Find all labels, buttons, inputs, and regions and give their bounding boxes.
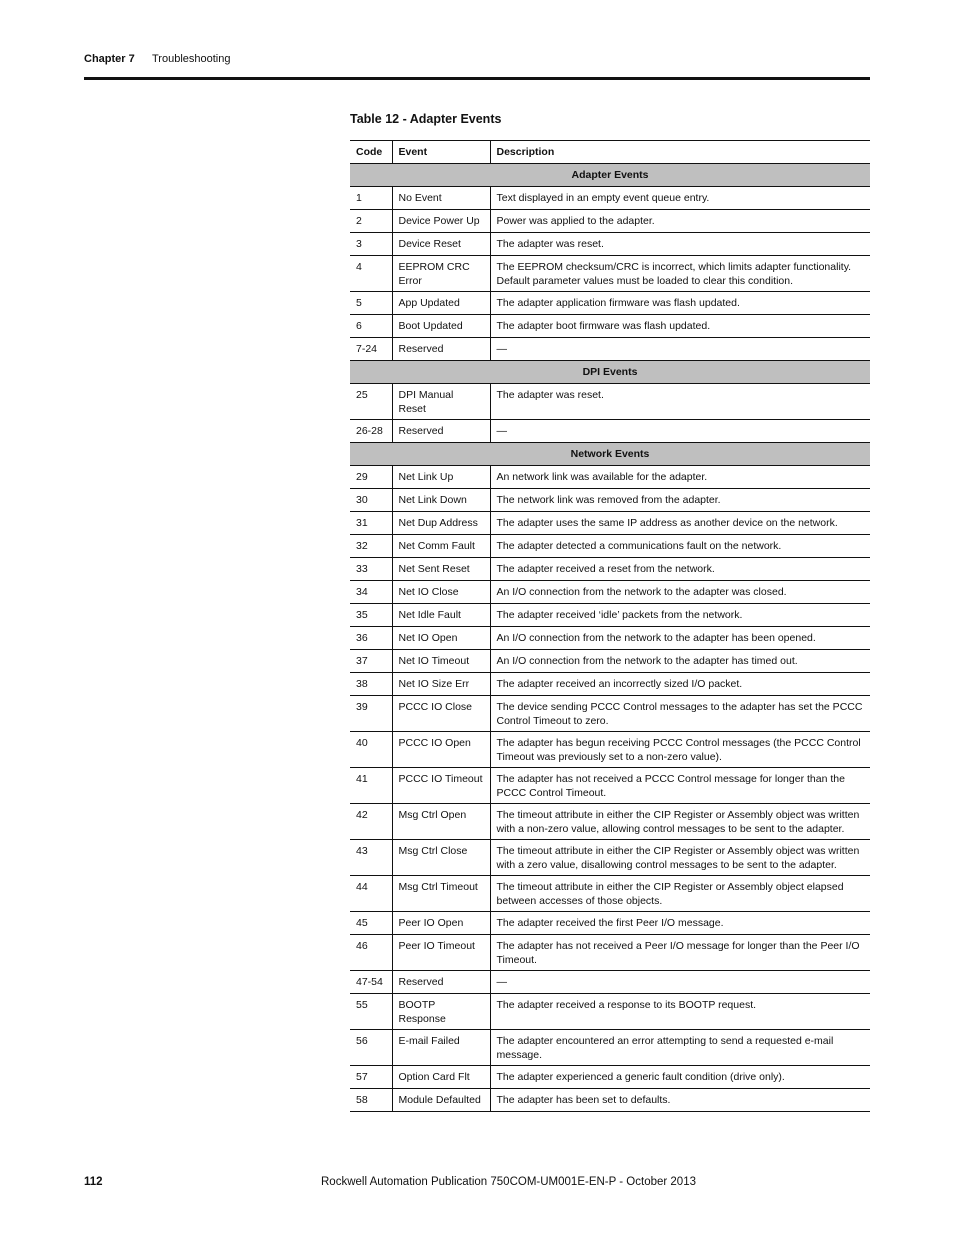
cell-code: [350, 1089, 392, 1112]
cell-code: [350, 732, 392, 768]
event-text: Net Comm Fault: [398, 540, 475, 552]
cell-code: [350, 696, 392, 732]
cell-description: [490, 489, 870, 512]
code-text: 47-54: [356, 976, 383, 988]
code-text: 42: [356, 809, 368, 821]
code-text: 55: [356, 999, 368, 1011]
code-text: 26-28: [356, 425, 383, 437]
code-text: 43: [356, 845, 368, 857]
cell-description: [490, 256, 870, 292]
cell-description: [490, 650, 870, 673]
event-text: E-mail Failed: [398, 1035, 460, 1047]
cell-code: [350, 876, 392, 912]
cell-description: [490, 804, 870, 840]
description-text: The adapter encountered an error attempting to send a requested e-mail message.: [496, 1035, 834, 1061]
table-row: [350, 420, 870, 443]
cell-event: [392, 935, 490, 971]
description-text: The adapter has been set to defaults.: [496, 1094, 671, 1106]
cell-event: [392, 1066, 490, 1089]
cell-description: [490, 420, 870, 443]
cell-description: [490, 338, 870, 361]
cell-description: [490, 1089, 870, 1112]
code-text: 3: [356, 238, 362, 250]
cell-code: [350, 994, 392, 1030]
event-text: PCCC IO Timeout: [398, 773, 483, 785]
cell-code: [350, 489, 392, 512]
table-body: [350, 164, 870, 1112]
description-text: An I/O connection from the network to the adapter has been opened.: [496, 632, 816, 644]
code-text: 7-24: [356, 343, 378, 355]
cell-event: [392, 650, 490, 673]
column-header-description: Description: [490, 141, 870, 164]
cell-code: [350, 1066, 392, 1089]
description-text: The adapter uses the same IP address as another device on the network.: [496, 517, 838, 529]
table-row: [350, 627, 870, 650]
table-row: [350, 535, 870, 558]
code-text: 29: [356, 471, 368, 483]
event-text: Reserved: [398, 425, 444, 437]
description-text: The adapter was reset.: [496, 389, 604, 401]
description-text: Text displayed in an empty event queue entry.: [496, 192, 710, 204]
code-text: 31: [356, 517, 368, 529]
cell-event: [392, 581, 490, 604]
table-row: [350, 732, 870, 768]
cell-description: [490, 673, 870, 696]
cell-event: [392, 535, 490, 558]
cell-event: [392, 233, 490, 256]
table-row: [350, 233, 870, 256]
cell-event: [392, 187, 490, 210]
cell-code: [350, 187, 392, 210]
cell-description: [490, 1030, 870, 1066]
code-text: 33: [356, 563, 368, 575]
cell-description: [490, 1066, 870, 1089]
code-text: 4: [356, 261, 362, 273]
cell-code: [350, 581, 392, 604]
description-text: The network link was removed from the adapter.: [496, 494, 721, 506]
cell-code: [350, 627, 392, 650]
cell-code: [350, 971, 392, 994]
table-row: [350, 673, 870, 696]
event-text: Msg Ctrl Close: [398, 845, 468, 857]
cell-description: [490, 912, 870, 935]
page-number: 112: [84, 1176, 103, 1188]
code-text: 36: [356, 632, 368, 644]
group-header: DPI Events: [350, 361, 870, 384]
table-row: [350, 315, 870, 338]
code-text: 44: [356, 881, 368, 893]
event-text: Device Reset: [398, 238, 461, 250]
event-text: Msg Ctrl Timeout: [398, 881, 478, 893]
cell-description: [490, 840, 870, 876]
description-text: The timeout attribute in either the CIP Register or Assembly object elapsed between accesses of those objects.: [496, 881, 844, 907]
cell-description: [490, 971, 870, 994]
code-text: 2: [356, 215, 362, 227]
cell-code: [350, 315, 392, 338]
event-text: App Updated: [398, 297, 460, 309]
cell-event: [392, 420, 490, 443]
code-text: 38: [356, 678, 368, 690]
cell-event: [392, 315, 490, 338]
event-text: Peer IO Timeout: [398, 940, 475, 952]
event-text: Module Defaulted: [398, 1094, 481, 1106]
group-header-row: [350, 443, 870, 466]
event-text: Net Idle Fault: [398, 609, 461, 621]
description-text: The timeout attribute in either the CIP Register or Assembly object was written with a zero value, disallowing control messages to be sent to the adapter.: [496, 845, 860, 871]
cell-event: [392, 384, 490, 420]
table-row: [350, 840, 870, 876]
cell-event: [392, 876, 490, 912]
description-text: The adapter has begun receiving PCCC Control messages (the PCCC Control Timeout was previously set to a non-zero value).: [496, 737, 861, 763]
code-text: 5: [356, 297, 362, 309]
description-text: The adapter received ‘idle’ packets from the network.: [496, 609, 743, 621]
code-text: 34: [356, 586, 368, 598]
description-text: —: [496, 343, 507, 355]
cell-event: [392, 804, 490, 840]
table-row: [350, 292, 870, 315]
publication-info: Rockwell Automation Publication 750COM-UM001E-EN-P - October 2013: [321, 1176, 696, 1188]
table-title: Table 12 - Adapter Events: [350, 112, 502, 126]
cell-description: [490, 466, 870, 489]
cell-description: [490, 732, 870, 768]
table-row: [350, 187, 870, 210]
event-text: Net IO Size Err: [398, 678, 470, 690]
table-row: [350, 466, 870, 489]
table-row: [350, 558, 870, 581]
table-row: [350, 912, 870, 935]
cell-code: [350, 650, 392, 673]
cell-description: [490, 210, 870, 233]
cell-event: [392, 604, 490, 627]
event-text: EEPROM CRC Error: [398, 261, 470, 287]
cell-event: [392, 912, 490, 935]
event-text: Net Dup Address: [398, 517, 478, 529]
code-text: 30: [356, 494, 368, 506]
cell-code: [350, 256, 392, 292]
cell-description: [490, 233, 870, 256]
cell-code: [350, 338, 392, 361]
table-row: [350, 256, 870, 292]
cell-description: [490, 935, 870, 971]
table-row: [350, 804, 870, 840]
column-header-code: Code: [350, 141, 392, 164]
cell-event: [392, 673, 490, 696]
event-text: PCCC IO Close: [398, 701, 473, 713]
code-text: 1: [356, 192, 362, 204]
event-text: Device Power Up: [398, 215, 480, 227]
cell-description: [490, 876, 870, 912]
cell-event: [392, 840, 490, 876]
code-text: 35: [356, 609, 368, 621]
event-text: Net Link Up: [398, 471, 454, 483]
cell-description: [490, 315, 870, 338]
cell-description: [490, 768, 870, 804]
table-row: [350, 650, 870, 673]
event-text: Reserved: [398, 976, 444, 988]
event-text: Peer IO Open: [398, 917, 464, 929]
cell-code: [350, 840, 392, 876]
event-text: Net IO Open: [398, 632, 458, 644]
table-row: [350, 512, 870, 535]
description-text: The EEPROM checksum/CRC is incorrect, which limits adapter functionality. Default parameter values must be loaded to clear this condition.: [496, 261, 852, 287]
description-text: The adapter application firmware was flash updated.: [496, 297, 740, 309]
event-text: BOOTP Response: [398, 999, 446, 1025]
description-text: The adapter was reset.: [496, 238, 604, 250]
description-text: —: [496, 976, 507, 988]
group-header: Network Events: [350, 443, 870, 466]
cell-description: [490, 384, 870, 420]
table-row: [350, 1066, 870, 1089]
cell-description: [490, 512, 870, 535]
description-text: An I/O connection from the network to the adapter has timed out.: [496, 655, 798, 667]
cell-event: [392, 696, 490, 732]
cell-code: [350, 535, 392, 558]
cell-description: [490, 604, 870, 627]
description-text: Power was applied to the adapter.: [496, 215, 655, 227]
event-text: No Event: [398, 192, 442, 204]
cell-event: [392, 1089, 490, 1112]
column-header-event: Event: [392, 141, 490, 164]
table-row: [350, 210, 870, 233]
cell-event: [392, 971, 490, 994]
table-row: [350, 1089, 870, 1112]
cell-event: [392, 732, 490, 768]
cell-code: [350, 1030, 392, 1066]
group-header-row: [350, 164, 870, 187]
cell-code: [350, 935, 392, 971]
code-text: 58: [356, 1094, 368, 1106]
description-text: The adapter received a response to its BOOTP request.: [496, 999, 757, 1011]
cell-code: [350, 384, 392, 420]
cell-event: [392, 338, 490, 361]
code-text: 37: [356, 655, 368, 667]
cell-code: [350, 210, 392, 233]
table-header-row: [350, 141, 870, 164]
cell-code: [350, 558, 392, 581]
description-text: An I/O connection from the network to the adapter was closed.: [496, 586, 787, 598]
cell-event: [392, 558, 490, 581]
cell-event: [392, 466, 490, 489]
cell-code: [350, 466, 392, 489]
description-text: An network link was available for the adapter.: [496, 471, 708, 483]
event-text: Option Card Flt: [398, 1071, 470, 1083]
cell-event: [392, 512, 490, 535]
description-text: The adapter received the first Peer I/O message.: [496, 917, 724, 929]
code-text: 32: [356, 540, 368, 552]
description-text: The adapter boot firmware was flash updated.: [496, 320, 711, 332]
description-text: The adapter detected a communications fault on the network.: [496, 540, 782, 552]
event-text: Net IO Close: [398, 586, 459, 598]
description-text: The adapter has not received a PCCC Control message for longer than the PCCC Control Timeout.: [496, 773, 845, 799]
table-row: [350, 1030, 870, 1066]
table-row: [350, 876, 870, 912]
table-row: [350, 338, 870, 361]
event-text: Net IO Timeout: [398, 655, 470, 667]
cell-event: [392, 210, 490, 233]
table-row: [350, 604, 870, 627]
table-row: [350, 994, 870, 1030]
cell-description: [490, 581, 870, 604]
cell-description: [490, 535, 870, 558]
cell-code: [350, 233, 392, 256]
table-row: [350, 768, 870, 804]
section-label: Troubleshooting: [152, 53, 231, 65]
code-text: 6: [356, 320, 362, 332]
event-text: Msg Ctrl Open: [398, 809, 467, 821]
code-text: 46: [356, 940, 368, 952]
cell-description: [490, 627, 870, 650]
table-row: [350, 384, 870, 420]
cell-code: [350, 912, 392, 935]
table-row: [350, 935, 870, 971]
cell-code: [350, 420, 392, 443]
group-header: Adapter Events: [350, 164, 870, 187]
cell-code: [350, 292, 392, 315]
cell-description: [490, 994, 870, 1030]
code-text: 57: [356, 1071, 368, 1083]
cell-event: [392, 256, 490, 292]
event-text: DPI Manual Reset: [398, 389, 454, 415]
code-text: 56: [356, 1035, 368, 1047]
description-text: The adapter experienced a generic fault condition (drive only).: [496, 1071, 785, 1083]
adapter-events-table: [350, 140, 870, 1112]
code-text: 25: [356, 389, 368, 401]
event-text: Reserved: [398, 343, 444, 355]
description-text: The adapter received a reset from the network.: [496, 563, 715, 575]
cell-code: [350, 673, 392, 696]
cell-code: [350, 604, 392, 627]
description-text: The timeout attribute in either the CIP Register or Assembly object was written with a non-zero value, allowing control messages to be sent to the adapter.: [496, 809, 860, 835]
table-row: [350, 489, 870, 512]
cell-event: [392, 768, 490, 804]
cell-code: [350, 512, 392, 535]
cell-event: [392, 1030, 490, 1066]
table-row: [350, 971, 870, 994]
event-text: Net Link Down: [398, 494, 467, 506]
event-text: Net Sent Reset: [398, 563, 470, 575]
page-header: [84, 53, 870, 80]
cell-code: [350, 768, 392, 804]
cell-event: [392, 292, 490, 315]
description-text: The adapter has not received a Peer I/O message for longer than the Peer I/O Timeout.: [496, 940, 860, 966]
description-text: The device sending PCCC Control messages to the adapter has set the PCCC Control Timeout to zero.: [496, 701, 863, 727]
cell-event: [392, 627, 490, 650]
cell-description: [490, 696, 870, 732]
description-text: —: [496, 425, 507, 437]
code-text: 39: [356, 701, 368, 713]
cell-description: [490, 558, 870, 581]
code-text: 45: [356, 917, 368, 929]
cell-event: [392, 994, 490, 1030]
cell-description: [490, 187, 870, 210]
code-text: 40: [356, 737, 368, 749]
event-text: Boot Updated: [398, 320, 463, 332]
cell-code: [350, 804, 392, 840]
table-row: [350, 581, 870, 604]
group-header-row: [350, 361, 870, 384]
table-row: [350, 696, 870, 732]
description-text: The adapter received an incorrectly sized I/O packet.: [496, 678, 743, 690]
cell-event: [392, 489, 490, 512]
event-text: PCCC IO Open: [398, 737, 471, 749]
chapter-label: Chapter 7: [84, 53, 135, 65]
code-text: 41: [356, 773, 368, 785]
cell-description: [490, 292, 870, 315]
